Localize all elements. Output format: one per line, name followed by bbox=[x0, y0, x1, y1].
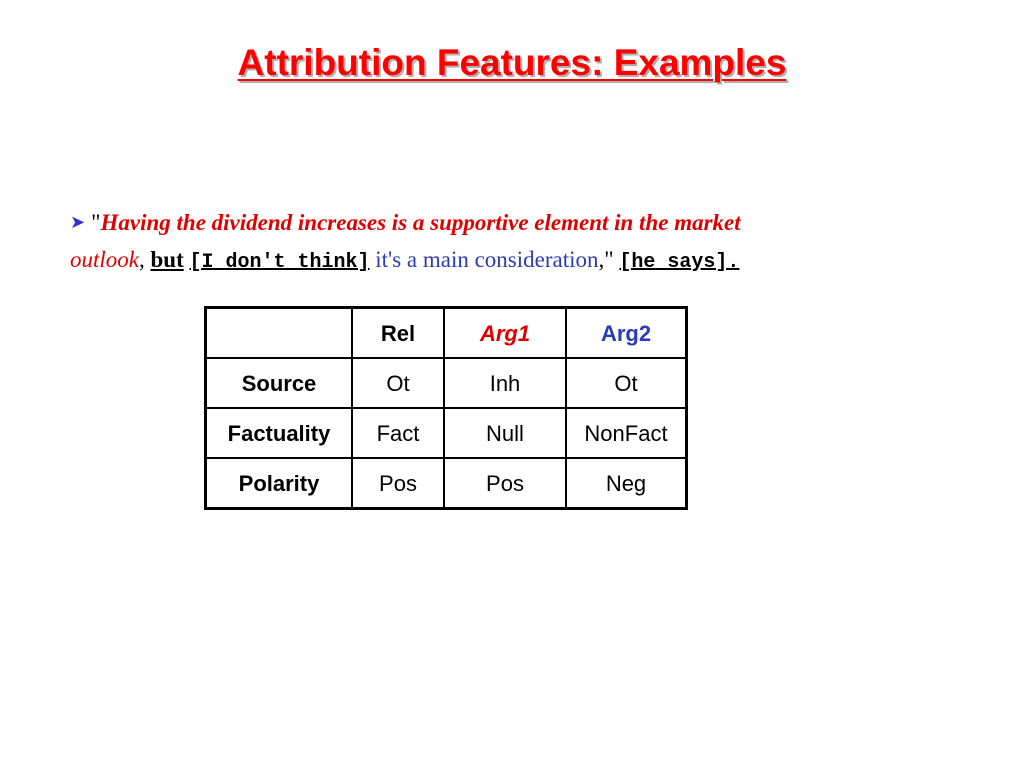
header-cell-arg2: Arg2 bbox=[566, 308, 687, 359]
arg1-text: Having the dividend increases is a supportive element in the market bbox=[100, 210, 741, 235]
table-row bbox=[206, 458, 687, 509]
attribution-features-table bbox=[204, 306, 688, 510]
example-sentence bbox=[70, 205, 940, 281]
row-label-factuality: Factuality bbox=[206, 408, 353, 458]
arg1-text-continued: outlook bbox=[70, 247, 139, 272]
table-cell: Pos bbox=[444, 458, 566, 509]
slide-title: Attribution Features: Examples bbox=[237, 42, 787, 83]
table-cell: Neg bbox=[566, 458, 687, 509]
comma: , bbox=[139, 247, 151, 272]
header-cell-rel: Rel bbox=[352, 308, 444, 359]
table-cell: Ot bbox=[352, 358, 444, 408]
table-cell: Null bbox=[444, 408, 566, 458]
open-quote: " bbox=[91, 210, 101, 235]
table-header-row bbox=[206, 308, 687, 359]
attribution-2: [he says]. bbox=[619, 251, 740, 274]
arg2-text: it's a main consideration bbox=[375, 247, 599, 272]
table-cell: Inh bbox=[444, 358, 566, 408]
close-quote: ," bbox=[598, 247, 620, 272]
attribution-1: [I don't think] bbox=[189, 251, 370, 274]
table-cell: Fact bbox=[352, 408, 444, 458]
row-label-polarity: Polarity bbox=[206, 458, 353, 509]
connective: but bbox=[150, 247, 184, 272]
header-cell-arg1: Arg1 bbox=[444, 308, 566, 359]
header-cell-empty bbox=[206, 308, 353, 359]
table-row bbox=[206, 358, 687, 408]
table-row bbox=[206, 408, 687, 458]
table-cell: Pos bbox=[352, 458, 444, 509]
table-cell: NonFact bbox=[566, 408, 687, 458]
table-cell: Ot bbox=[566, 358, 687, 408]
arrow-bullet-icon: ➤ bbox=[70, 212, 86, 232]
row-label-source: Source bbox=[206, 358, 353, 408]
